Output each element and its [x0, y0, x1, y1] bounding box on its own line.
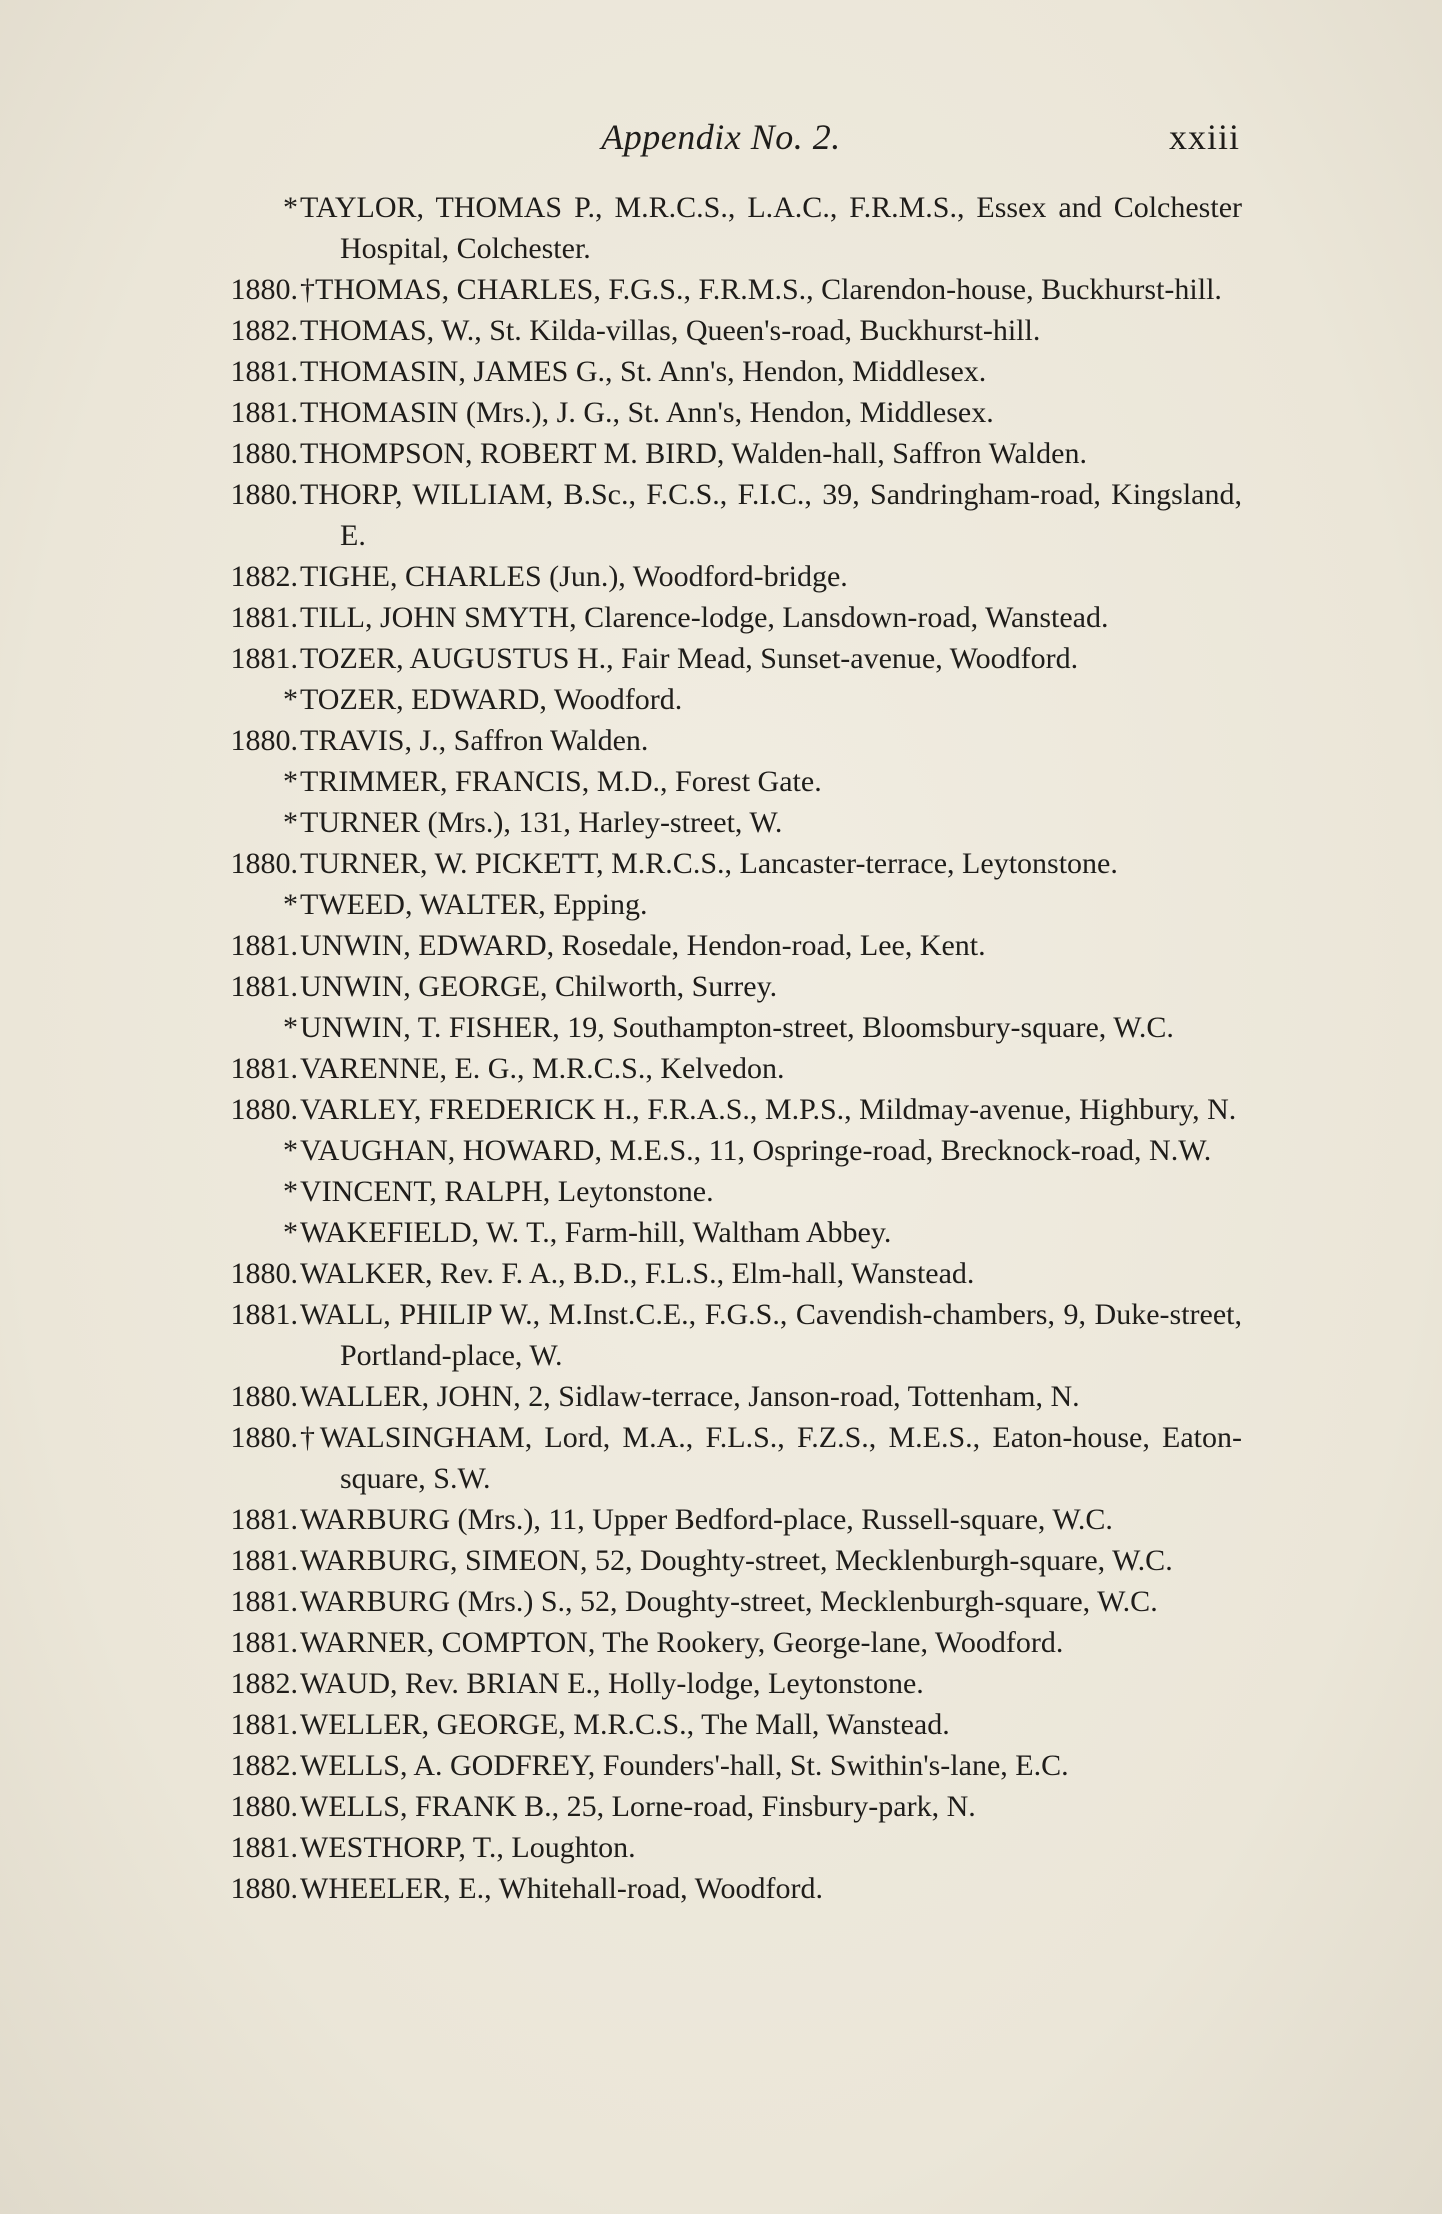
entry-text — [300, 1253, 1242, 1294]
entry-year: 1881. — [230, 396, 298, 429]
list-item — [0, 1868, 1442, 1909]
list-item — [0, 310, 1442, 351]
entry-text-content: WELLS, A. GODFREY, Founders'-hall, St. Swithin's-lane, E.C. — [300, 1749, 1069, 1782]
entry-text-content: TWEED, WALTER, Epping. — [300, 888, 648, 921]
entry-text-content: WALL, PHILIP W., M.Inst.C.E., F.G.S., Cavendish-chambers, 9, Duke-street, Portland-place, W. — [300, 1298, 1242, 1372]
list-item — [0, 884, 1442, 925]
entry-year: 1880. — [230, 478, 298, 511]
list-item — [0, 1130, 1442, 1171]
entry-text-content: †WALSINGHAM, Lord, M.A., F.L.S., F.Z.S., M.E.S., Eaton-house, Eaton-square, S.W. — [300, 1421, 1242, 1495]
list-item — [0, 679, 1442, 720]
entry-text-content: WARNER, COMPTON, The Rookery, George-lane, Woodford. — [300, 1626, 1064, 1659]
entry-text — [300, 269, 1242, 310]
entry-year: * — [283, 888, 298, 921]
entry-text-content: VINCENT, RALPH, Leytonstone. — [300, 1175, 714, 1208]
entry-text — [300, 1089, 1242, 1130]
entry-text-content: WALKER, Rev. F. A., B.D., F.L.S., Elm-hall, Wanstead. — [300, 1257, 975, 1290]
entry-text-content: †THOMAS, CHARLES, F.G.S., F.R.M.S., Clarendon-house, Buckhurst-hill. — [300, 273, 1222, 306]
list-item — [0, 1089, 1442, 1130]
entry-text-content: WARBURG (Mrs.), 11, Upper Bedford-place, Russell-square, W.C. — [300, 1503, 1113, 1536]
entry-text — [300, 925, 1242, 966]
entry-text-content: VAUGHAN, HOWARD, M.E.S., 11, Ospringe-road, Brecknock-road, N.W. — [300, 1134, 1212, 1167]
entry-text-content: WAKEFIELD, W. T., Farm-hill, Waltham Abbey. — [300, 1216, 892, 1249]
list-item — [0, 392, 1442, 433]
entry-text-content: TILL, JOHN SMYTH, Clarence-lodge, Lansdown-road, Wanstead. — [300, 601, 1109, 634]
entry-year: 1882. — [230, 560, 298, 593]
entry-year: 1881. — [230, 1708, 298, 1741]
entry-text-content: WARBURG, SIMEON, 52, Doughty-street, Mecklenburgh-square, W.C. — [300, 1544, 1173, 1577]
entry-text — [300, 884, 1242, 925]
entry-year: 1882. — [230, 314, 298, 347]
entry-text — [300, 1007, 1242, 1048]
list-item — [0, 1417, 1442, 1499]
entry-year: 1880. — [230, 724, 298, 757]
entry-text-content: UNWIN, GEORGE, Chilworth, Surrey. — [300, 970, 778, 1003]
list-item — [0, 433, 1442, 474]
entry-year: 1881. — [230, 1052, 298, 1085]
entry-text-content: TAYLOR, THOMAS P., M.R.C.S., L.A.C., F.R.M.S., Essex and Colchester Hospital, Colchester. — [300, 191, 1242, 265]
entry-year: 1881. — [230, 1831, 298, 1864]
entry-text-content: WESTHORP, T., Loughton. — [300, 1831, 636, 1864]
entry-text — [300, 556, 1242, 597]
list-item — [0, 1212, 1442, 1253]
entry-year: 1881. — [230, 1626, 298, 1659]
page-title: Appendix No. 2. — [601, 117, 841, 157]
entry-text — [300, 1868, 1242, 1909]
list-item — [0, 1253, 1442, 1294]
entry-text-content: TURNER, W. PICKETT, M.R.C.S., Lancaster-terrace, Leytonstone. — [300, 847, 1118, 880]
entry-year: * — [283, 1175, 298, 1208]
entry-text-content: WARBURG (Mrs.) S., 52, Doughty-street, Mecklenburgh-square, W.C. — [300, 1585, 1158, 1618]
entry-year: 1881. — [230, 642, 298, 675]
list-item — [0, 1294, 1442, 1376]
entry-year: * — [283, 1216, 298, 1249]
entry-text — [300, 1581, 1242, 1622]
entry-text — [300, 966, 1242, 1007]
list-item — [0, 1376, 1442, 1417]
entry-text-content: THORP, WILLIAM, B.Sc., F.C.S., F.I.C., 39, Sandringham-road, Kingsland, E. — [300, 478, 1242, 552]
entry-text — [300, 1704, 1242, 1745]
entry-year: * — [283, 191, 298, 224]
entry-text — [300, 1499, 1242, 1540]
list-item — [0, 597, 1442, 638]
entry-text-content: THOMASIN, JAMES G., St. Ann's, Hendon, Middlesex. — [300, 355, 987, 388]
entry-text — [300, 1745, 1242, 1786]
entry-text-content: TIGHE, CHARLES (Jun.), Woodford-bridge. — [300, 560, 848, 593]
entry-year: 1882. — [230, 1749, 298, 1782]
entry-year: 1880. — [230, 847, 298, 880]
entry-text — [300, 1048, 1242, 1089]
list-item — [0, 1540, 1442, 1581]
entry-text-content: WELLER, GEORGE, M.R.C.S., The Mall, Wanstead. — [300, 1708, 950, 1741]
entry-year: 1880. — [230, 1421, 298, 1454]
entry-year: * — [283, 1134, 298, 1167]
list-item — [0, 1786, 1442, 1827]
entry-text — [300, 1827, 1242, 1868]
entry-text — [300, 597, 1242, 638]
entry-text — [300, 1622, 1242, 1663]
entry-text-content: UNWIN, EDWARD, Rosedale, Hendon-road, Lee, Kent. — [300, 929, 986, 962]
list-item — [0, 556, 1442, 597]
entry-text-content: THOMASIN (Mrs.), J. G., St. Ann's, Hendon, Middlesex. — [300, 396, 994, 429]
entry-text — [300, 310, 1242, 351]
entry-year: 1881. — [230, 970, 298, 1003]
entry-text — [300, 1171, 1242, 1212]
entry-year: 1880. — [230, 1790, 298, 1823]
list-item — [0, 1663, 1442, 1704]
page-number: xxiii — [1168, 117, 1240, 157]
entry-text — [300, 802, 1242, 843]
entry-year: 1880. — [230, 1380, 298, 1413]
list-item — [0, 925, 1442, 966]
entry-year: * — [283, 683, 298, 716]
list-item — [0, 351, 1442, 392]
entry-text — [300, 1417, 1242, 1499]
entry-text-content: WALLER, JOHN, 2, Sidlaw-terrace, Janson-road, Tottenham, N. — [300, 1380, 1080, 1413]
list-item — [0, 966, 1442, 1007]
entry-text — [300, 187, 1242, 269]
entry-text-content: WELLS, FRANK B., 25, Lorne-road, Finsbury-park, N. — [300, 1790, 976, 1823]
list-item — [0, 1827, 1442, 1868]
list-item — [0, 1007, 1442, 1048]
list-item — [0, 761, 1442, 802]
list-item — [0, 1622, 1442, 1663]
entry-text — [300, 1212, 1242, 1253]
entry-year: * — [283, 806, 298, 839]
entry-text-content: TOZER, AUGUSTUS H., Fair Mead, Sunset-avenue, Woodford. — [300, 642, 1079, 675]
list-item — [0, 1581, 1442, 1622]
entry-text-content: WAUD, Rev. BRIAN E., Holly-lodge, Leytonstone. — [300, 1667, 924, 1700]
entry-text — [300, 761, 1242, 802]
entry-year: 1880. — [230, 1872, 298, 1905]
entry-year: 1882. — [230, 1667, 298, 1700]
entry-text — [300, 351, 1242, 392]
entry-text — [300, 1294, 1242, 1376]
entry-text — [300, 1663, 1242, 1704]
list-item — [0, 269, 1442, 310]
entry-text — [300, 638, 1242, 679]
entry-year: 1881. — [230, 1298, 298, 1331]
entry-text-content: WHEELER, E., Whitehall-road, Woodford. — [300, 1872, 824, 1905]
entry-text — [300, 1130, 1242, 1171]
entry-year: 1881. — [230, 355, 298, 388]
entry-text — [300, 843, 1242, 884]
entry-year: 1880. — [230, 273, 298, 306]
running-header — [0, 112, 1442, 162]
entry-text — [300, 1540, 1242, 1581]
list-item — [0, 1704, 1442, 1745]
list-item — [0, 1048, 1442, 1089]
member-list — [0, 187, 1442, 1909]
entry-year: 1880. — [230, 1257, 298, 1290]
entry-year: 1881. — [230, 1503, 298, 1536]
entry-year: 1880. — [230, 1093, 298, 1126]
entry-text-content: THOMPSON, ROBERT M. BIRD, Walden-hall, Saffron Walden. — [300, 437, 1087, 470]
entry-year: * — [283, 1011, 298, 1044]
list-item — [0, 474, 1442, 556]
entry-text — [300, 679, 1242, 720]
entry-year: 1881. — [230, 1544, 298, 1577]
list-item — [0, 1745, 1442, 1786]
entry-year: 1881. — [230, 601, 298, 634]
list-item — [0, 187, 1442, 269]
list-item — [0, 720, 1442, 761]
entry-text-content: TRAVIS, J., Saffron Walden. — [300, 724, 649, 757]
entry-text-content: THOMAS, W., St. Kilda-villas, Queen's-road, Buckhurst-hill. — [300, 314, 1041, 347]
entry-text-content: VARENNE, E. G., M.R.C.S., Kelvedon. — [300, 1052, 785, 1085]
entry-text — [300, 1376, 1242, 1417]
entry-text-content: TOZER, EDWARD, Woodford. — [300, 683, 683, 716]
list-item — [0, 843, 1442, 884]
entry-text-content: VARLEY, FREDERICK H., F.R.A.S., M.P.S., Mildmay-avenue, Highbury, N. — [300, 1093, 1237, 1126]
list-item — [0, 638, 1442, 679]
entry-text — [300, 474, 1242, 556]
entry-text — [300, 720, 1242, 761]
entry-text — [300, 433, 1242, 474]
entry-text — [300, 1786, 1242, 1827]
list-item — [0, 1499, 1442, 1540]
entry-text-content: TURNER (Mrs.), 131, Harley-street, W. — [300, 806, 783, 839]
entry-text-content: UNWIN, T. FISHER, 19, Southampton-street, Bloomsbury-square, W.C. — [300, 1011, 1174, 1044]
list-item — [0, 802, 1442, 843]
entry-text — [300, 392, 1242, 433]
entry-year: 1880. — [230, 437, 298, 470]
entry-year: 1881. — [230, 1585, 298, 1618]
entry-year: * — [283, 765, 298, 798]
entry-year: 1881. — [230, 929, 298, 962]
entry-text-content: TRIMMER, FRANCIS, M.D., Forest Gate. — [300, 765, 822, 798]
list-item — [0, 1171, 1442, 1212]
